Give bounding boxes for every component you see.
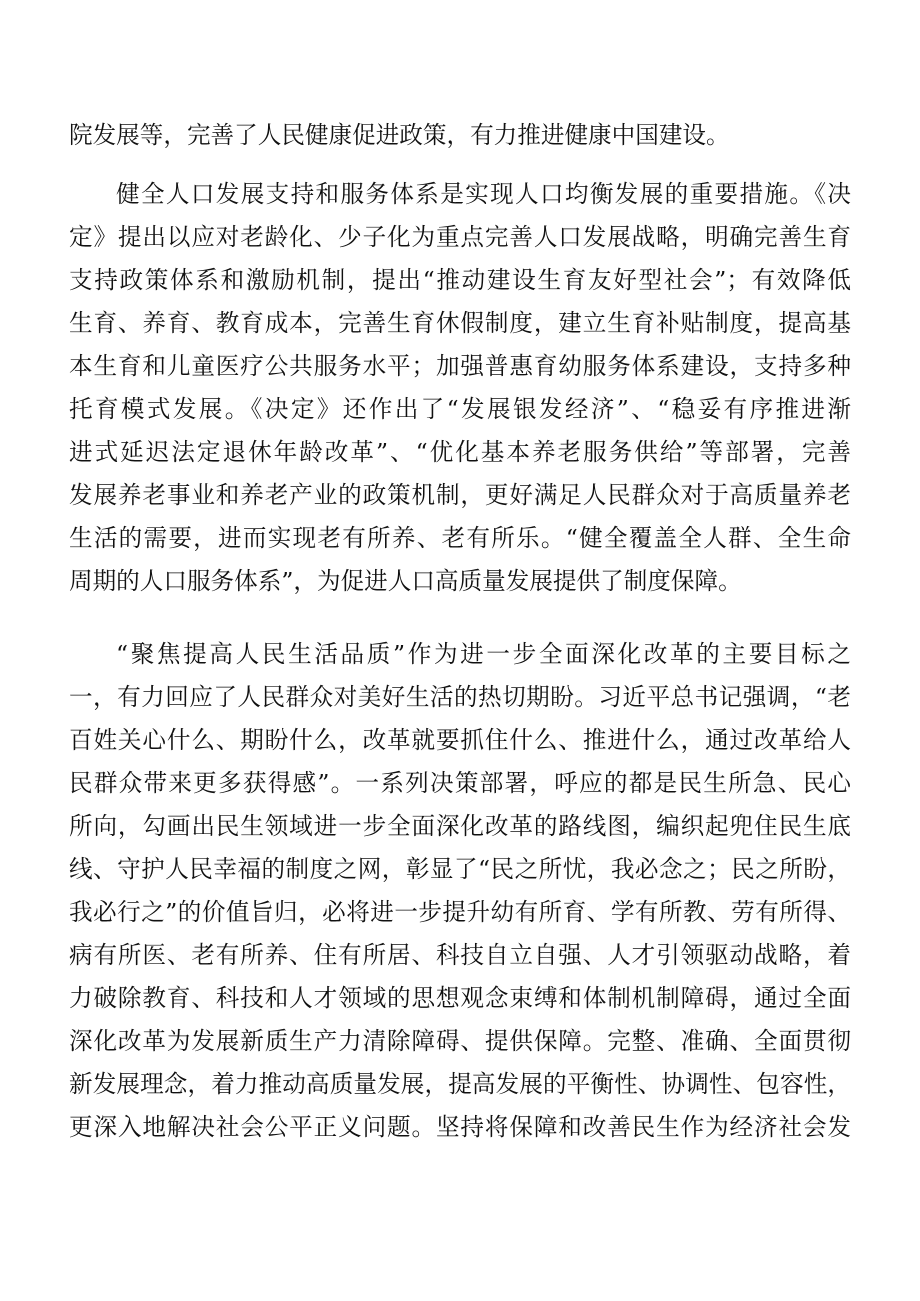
text-line: 民群众带来更多获得感”。一系列决策部署，呼应的都是民生所急、民心 bbox=[69, 769, 851, 797]
text-line: 健全人口发展支持和服务体系是实现人口均衡发展的重要措施。《决 bbox=[116, 180, 851, 208]
text-line: 病有所医、老有所养、住有所居、科技自立自强、人才引领驱动战略，着 bbox=[69, 941, 851, 969]
text-line: 一，有力回应了人民群众对美好生活的热切期盼。习近平总书记强调，“老 bbox=[69, 683, 851, 711]
text-line: 生活的需要，进而实现老有所养、老有所乐。“健全覆盖全人群、全生命 bbox=[69, 524, 851, 552]
text-line: 百姓关心什么、期盼什么，改革就要抓住什么、推进什么，通过改革给人 bbox=[69, 726, 851, 754]
paragraph-health bbox=[69, 114, 851, 157]
text-line: 定》提出以应对老龄化、少子化为重点完善人口发展战略，明确完善生育 bbox=[69, 223, 851, 251]
text-line: 生育、养育、教育成本，完善生育休假制度，建立生育补贴制度，提高基 bbox=[69, 309, 851, 337]
text-line: 新发展理念，着力推动高质量发展，提高发展的平衡性、协调性、包容性， bbox=[69, 1070, 851, 1098]
text-line: 力破除教育、科技和人才领域的思想观念束缚和体制机制障碍，通过全面 bbox=[69, 984, 851, 1012]
text-line: 院发展等，完善了人民健康促进政策，有力推进健康中国建设。 bbox=[69, 121, 730, 149]
text-line: 进式延迟法定退休年龄改革”、“优化基本养老服务供给”等部署，完善 bbox=[69, 438, 851, 466]
text-line: 周期的人口服务体系”，为促进人口高质量发展提供了制度保障。 bbox=[69, 567, 742, 595]
text-line: 本生育和儿童医疗公共服务水平；加强普惠育幼服务体系建设，支持多种 bbox=[69, 352, 851, 380]
paragraph-quality-of-life bbox=[69, 633, 851, 1149]
text-line: 托育模式发展。《决定》还作出了“发展银发经济”、“稳妥有序推进渐 bbox=[69, 395, 851, 423]
text-line: 发展养老事业和养老产业的政策机制，更好满足人民群众对于高质量养老 bbox=[69, 481, 851, 509]
text-line: 支持政策体系和激励机制，提出“推动建设生育友好型社会”；有效降低 bbox=[69, 266, 851, 294]
paragraph-population-services bbox=[69, 173, 851, 603]
text-line: 线、守护人民幸福的制度之网，彰显了“民之所忧，我必念之；民之所盼， bbox=[69, 855, 851, 883]
text-line: 更深入地解决社会公平正义问题。坚持将保障和改善民生作为经济社会发 bbox=[69, 1113, 851, 1141]
text-line: 我必行之”的价值旨归，必将进一步提升幼有所育、学有所教、劳有所得、 bbox=[69, 898, 851, 926]
text-line: 所向，勾画出民生领域进一步全面深化改革的路线图，编织起兜住民生底 bbox=[69, 812, 851, 840]
text-line: “聚焦提高人民生活品质”作为进一步全面深化改革的主要目标之 bbox=[116, 640, 851, 668]
text-line: 深化改革为发展新质生产力清除障碍、提供保障。完整、准确、全面贯彻 bbox=[69, 1027, 851, 1055]
